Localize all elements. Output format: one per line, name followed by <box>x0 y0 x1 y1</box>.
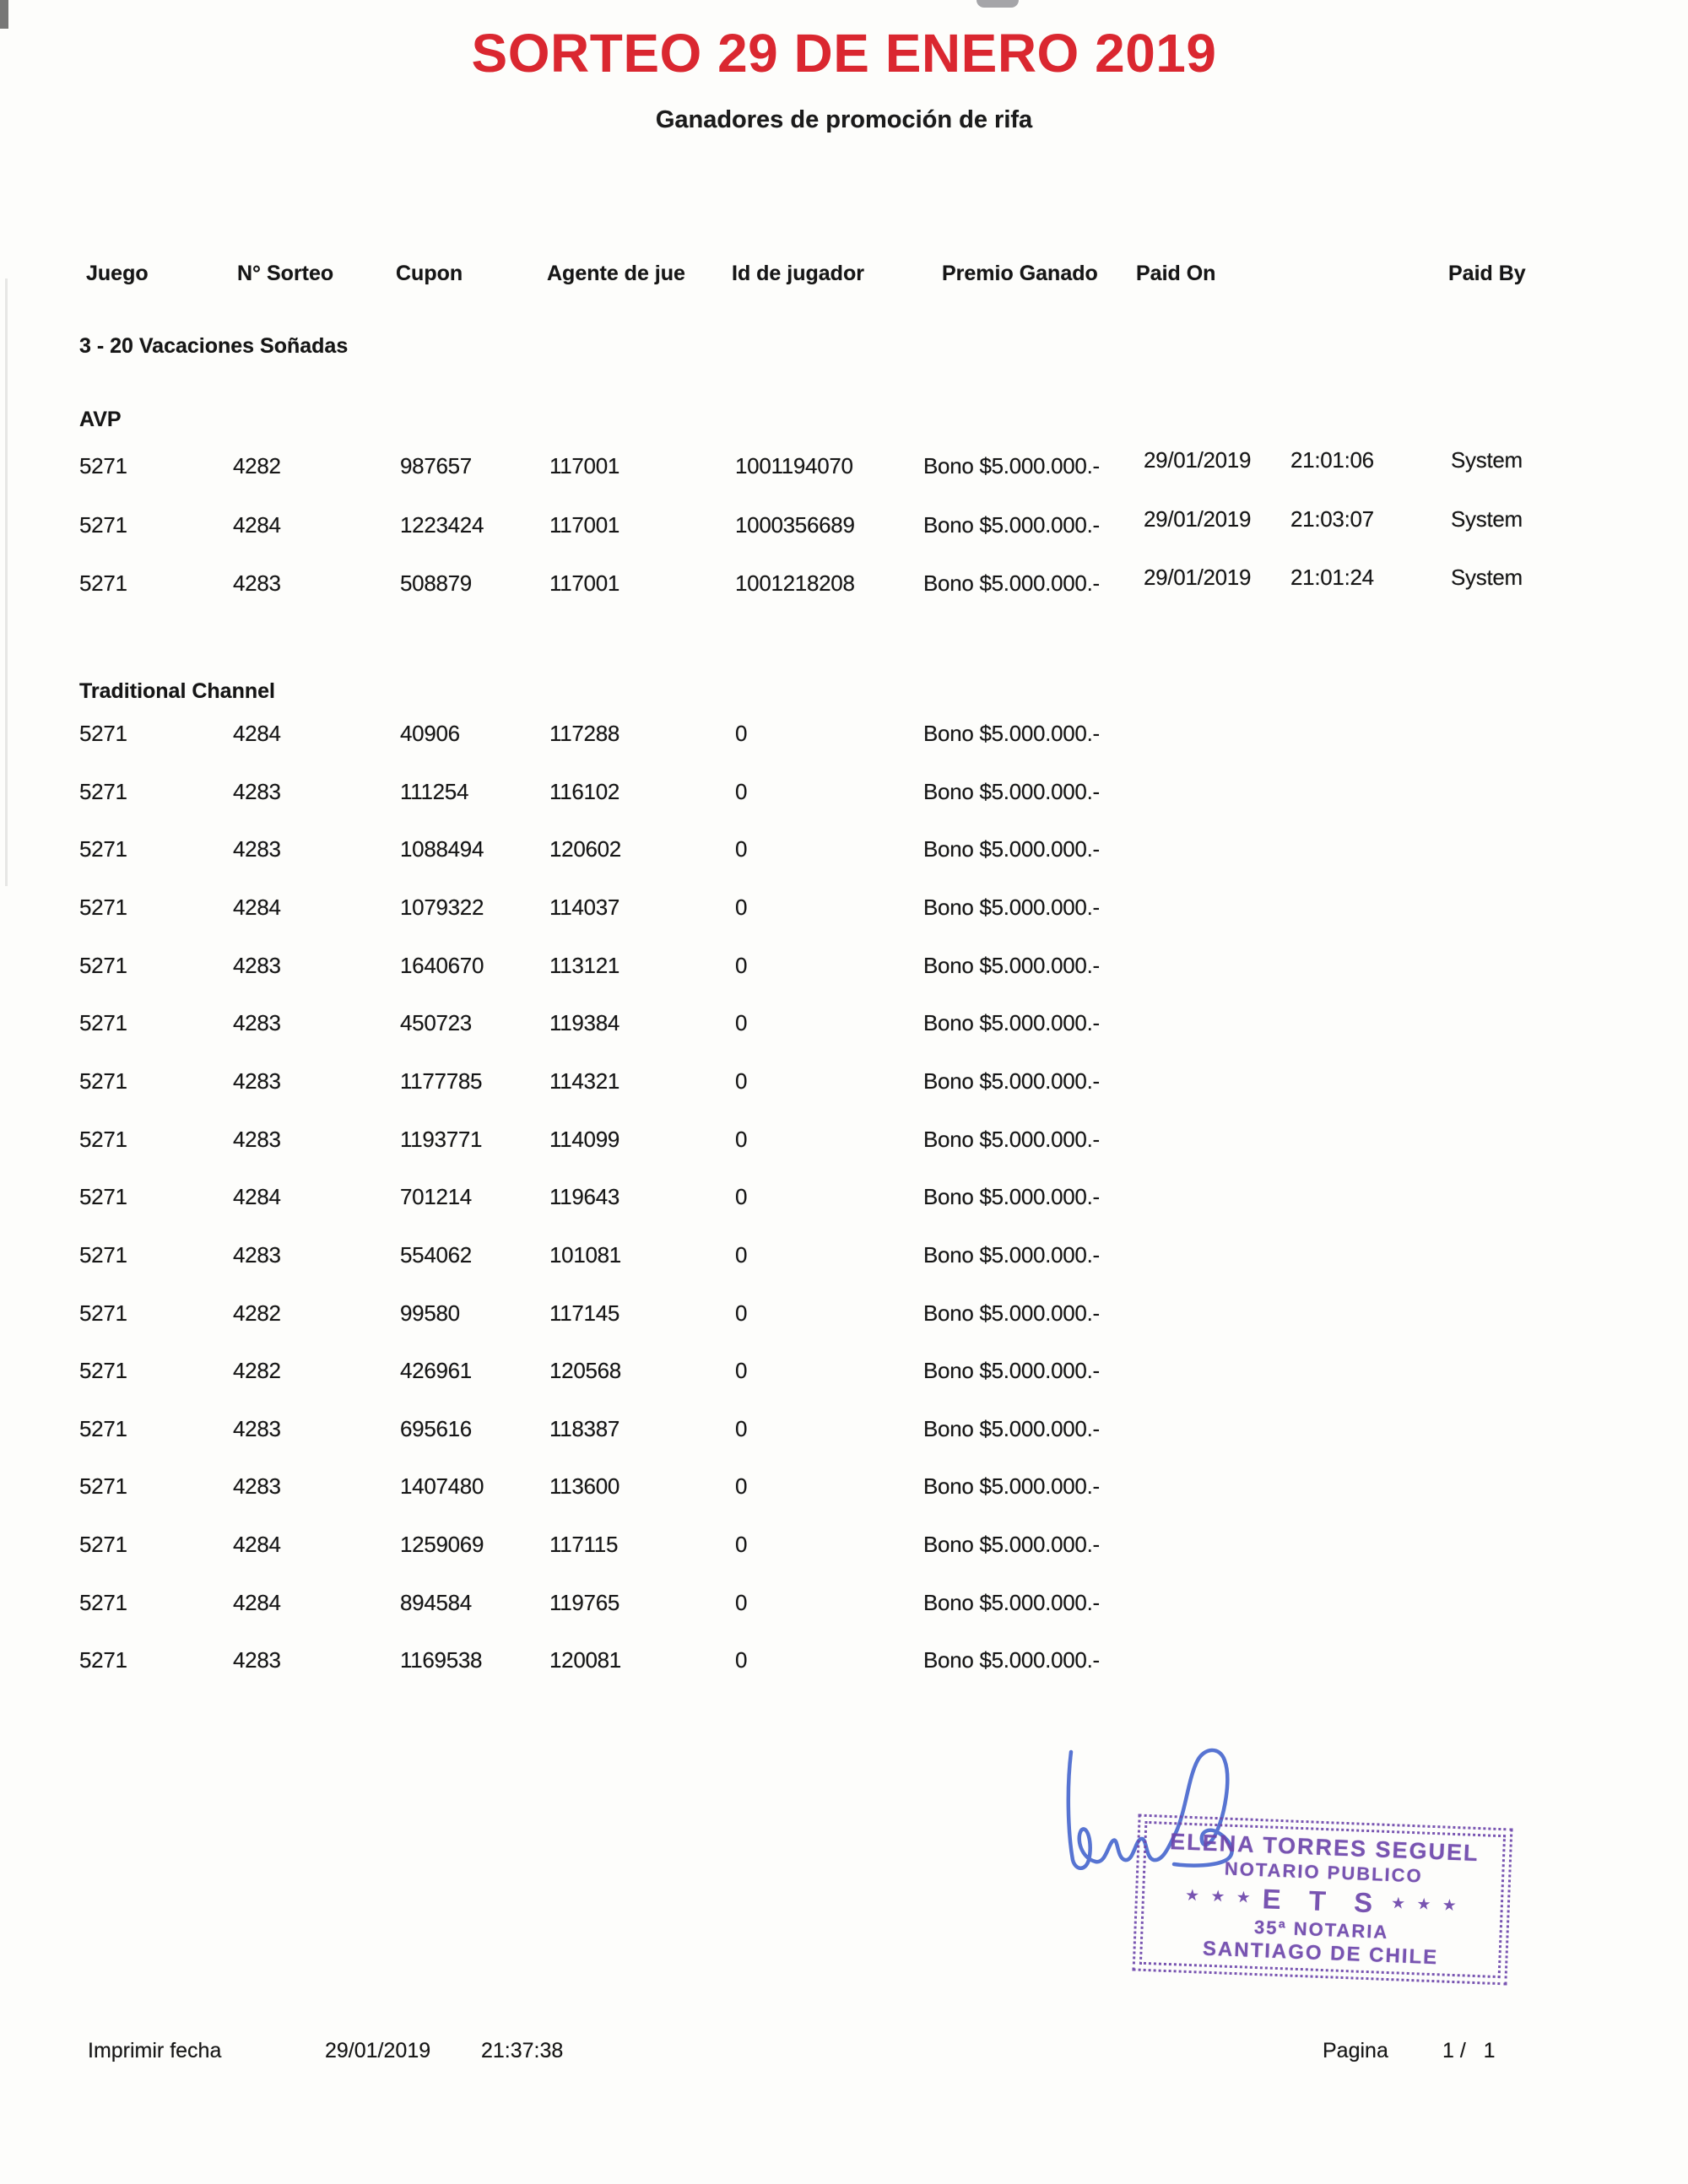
cell-jugador: 0 <box>735 1473 748 1500</box>
cell-juego: 5271 <box>79 1473 127 1500</box>
cell-cupon: 1193771 <box>400 1126 483 1152</box>
cell-sorteo: 4283 <box>233 1126 281 1152</box>
cell-premio: Bono $5.000.000.- <box>923 1241 1100 1268</box>
cell-jugador: 0 <box>735 1589 748 1615</box>
cell-cupon: 40906 <box>400 721 460 746</box>
cell-cupon: 695616 <box>400 1415 472 1441</box>
cell-cupon: 426961 <box>400 1358 472 1384</box>
cell-premio: Bono $5.000.000.- <box>923 894 1100 920</box>
cell-cupon: 99580 <box>400 1300 460 1326</box>
cell-premio: Bono $5.000.000.- <box>923 1184 1100 1210</box>
column-header: Id de jugador <box>732 262 864 285</box>
column-header: Agente de jue <box>547 262 685 285</box>
cell-jugador: 0 <box>735 1300 748 1326</box>
column-header: Paid By <box>1448 262 1526 285</box>
cell-paid_time: 21:01:06 <box>1290 447 1374 473</box>
stamp-notary-name: ELENA TORRES SEGUEL <box>1169 1828 1480 1866</box>
cell-premio: Bono $5.000.000.- <box>923 836 1100 862</box>
cell-sorteo: 4282 <box>233 1358 281 1384</box>
cell-agente: 119384 <box>549 1010 620 1036</box>
cell-juego: 5271 <box>79 1068 127 1094</box>
cell-agente: 117288 <box>549 721 620 746</box>
cell-sorteo: 4284 <box>233 894 281 920</box>
cell-paid_date: 29/01/2019 <box>1144 505 1252 532</box>
cell-juego: 5271 <box>79 1126 127 1152</box>
cell-sorteo: 4284 <box>233 1184 281 1210</box>
stamp-notaria-number: 35ª NOTARIA <box>1253 1916 1389 1943</box>
page-title: SORTEO 29 DE ENERO 2019 <box>471 23 1217 84</box>
group-title: 3 - 20 Vacaciones Soñadas <box>79 334 349 358</box>
notary-stamp <box>1133 1814 1513 1986</box>
cell-cupon: 701214 <box>400 1184 472 1210</box>
cell-agente: 117001 <box>549 511 620 538</box>
cell-premio: Bono $5.000.000.- <box>923 1358 1100 1384</box>
cell-agente: 113121 <box>549 952 620 978</box>
cell-premio: Bono $5.000.000.- <box>923 721 1100 746</box>
cell-jugador: 0 <box>735 778 748 804</box>
cell-agente: 117001 <box>549 570 620 596</box>
cell-cupon: 1088494 <box>400 836 484 862</box>
cell-jugador: 0 <box>735 1010 748 1036</box>
cell-agente: 120081 <box>549 1647 621 1673</box>
cell-premio: Bono $5.000.000.- <box>923 1126 1100 1152</box>
page-subtitle: Ganadores de promoción de rifa <box>655 106 1033 133</box>
cell-juego: 5271 <box>79 721 127 746</box>
cell-cupon: 1169538 <box>400 1647 483 1673</box>
cell-paid_by: System <box>1451 505 1523 532</box>
cell-premio: Bono $5.000.000.- <box>923 1415 1100 1441</box>
cell-premio: Bono $5.000.000.- <box>923 570 1100 596</box>
section-label: AVP <box>79 408 122 431</box>
cell-sorteo: 4284 <box>233 1589 281 1615</box>
column-header: Cupon <box>396 262 463 285</box>
scan-artifact-streak-icon <box>5 278 8 886</box>
cell-premio: Bono $5.000.000.- <box>923 1300 1100 1326</box>
column-header: N° Sorteo <box>237 262 334 285</box>
cell-premio: Bono $5.000.000.- <box>923 1473 1100 1500</box>
cell-premio: Bono $5.000.000.- <box>923 453 1100 478</box>
cell-jugador: 0 <box>735 952 748 978</box>
cell-sorteo: 4283 <box>233 1068 281 1094</box>
cell-jugador: 0 <box>735 1415 748 1441</box>
cell-paid_time: 21:03:07 <box>1290 505 1374 532</box>
cell-juego: 5271 <box>79 511 127 538</box>
cell-agente: 119643 <box>549 1184 620 1210</box>
cell-jugador: 0 <box>735 721 748 746</box>
cell-cupon: 894584 <box>400 1589 472 1615</box>
cell-juego: 5271 <box>79 952 127 978</box>
cell-agente: 114321 <box>549 1068 620 1094</box>
cell-juego: 5271 <box>79 1589 127 1615</box>
cell-sorteo: 4283 <box>233 778 281 804</box>
stamp-initials: E T S <box>1262 1882 1383 1919</box>
cell-agente: 117145 <box>549 1300 620 1326</box>
cell-cupon: 508879 <box>400 570 472 596</box>
cell-juego: 5271 <box>79 570 127 596</box>
cell-agente: 119765 <box>549 1589 620 1615</box>
cell-agente: 101081 <box>549 1241 621 1268</box>
print-date-label: Imprimir fecha <box>88 2039 222 2062</box>
cell-premio: Bono $5.000.000.- <box>923 1532 1100 1558</box>
stamp-outer-border <box>1133 1814 1513 1986</box>
cell-jugador: 0 <box>735 1068 748 1094</box>
cell-sorteo: 4284 <box>233 511 281 538</box>
cell-juego: 5271 <box>79 1300 127 1326</box>
cell-cupon: 1640670 <box>400 952 484 978</box>
cell-juego: 5271 <box>79 453 127 478</box>
cell-sorteo: 4283 <box>233 1010 281 1036</box>
cell-cupon: 1079322 <box>400 894 484 920</box>
cell-sorteo: 4282 <box>233 453 281 478</box>
cell-cupon: 1223424 <box>400 511 484 538</box>
cell-jugador: 0 <box>735 1184 748 1210</box>
print-time-value: 21:37:38 <box>481 2039 564 2062</box>
cell-juego: 5271 <box>79 1184 127 1210</box>
cell-juego: 5271 <box>79 894 127 920</box>
cell-sorteo: 4282 <box>233 1300 281 1326</box>
cell-jugador: 0 <box>735 1532 748 1558</box>
column-header: Juego <box>86 262 149 285</box>
cell-jugador: 0 <box>735 894 748 920</box>
stamp-inner-border <box>1139 1821 1506 1978</box>
cell-agente: 113600 <box>549 1473 620 1500</box>
cell-sorteo: 4283 <box>233 952 281 978</box>
scan-artifact-corner-icon <box>0 0 8 29</box>
cell-premio: Bono $5.000.000.- <box>923 1589 1100 1615</box>
cell-premio: Bono $5.000.000.- <box>923 952 1100 978</box>
cell-jugador: 0 <box>735 836 748 862</box>
cell-agente: 117001 <box>549 453 620 478</box>
cell-agente: 117115 <box>549 1532 619 1558</box>
cell-juego: 5271 <box>79 778 127 804</box>
stamp-city: SANTIAGO DE CHILE <box>1202 1937 1439 1969</box>
cell-paid_by: System <box>1451 447 1523 473</box>
cell-paid_date: 29/01/2019 <box>1144 447 1252 473</box>
cell-cupon: 111254 <box>400 778 469 804</box>
cell-sorteo: 4283 <box>233 570 281 596</box>
cell-cupon: 1407480 <box>400 1473 484 1500</box>
cell-sorteo: 4284 <box>233 1532 281 1558</box>
cell-juego: 5271 <box>79 1647 127 1673</box>
cell-agente: 120602 <box>549 836 621 862</box>
column-header: Paid On <box>1136 262 1216 285</box>
cell-agente: 120568 <box>549 1358 621 1384</box>
stamp-stars-left-icon: ★ ★ ★ <box>1184 1886 1255 1907</box>
cell-premio: Bono $5.000.000.- <box>923 1010 1100 1036</box>
cell-sorteo: 4283 <box>233 1473 281 1500</box>
cell-cupon: 554062 <box>400 1241 472 1268</box>
section-label: Traditional Channel <box>79 679 275 703</box>
cell-paid_time: 21:01:24 <box>1290 565 1374 590</box>
cell-juego: 5271 <box>79 1241 127 1268</box>
page-number-value: 1 / 1 <box>1442 2039 1496 2062</box>
cell-juego: 5271 <box>79 1010 127 1036</box>
cell-juego: 5271 <box>79 1415 127 1441</box>
cell-sorteo: 4283 <box>233 1647 281 1673</box>
cell-cupon: 1177785 <box>400 1068 483 1094</box>
cell-cupon: 450723 <box>400 1010 472 1036</box>
cell-jugador: 0 <box>735 1647 748 1673</box>
cell-sorteo: 4283 <box>233 1241 281 1268</box>
cell-jugador: 1001194070 <box>735 453 853 478</box>
cell-agente: 114037 <box>549 894 620 920</box>
stamp-stars-right-icon: ★ ★ ★ <box>1390 1895 1461 1916</box>
stamp-notary-role: NOTARIO PUBLICO <box>1224 1857 1424 1887</box>
cell-premio: Bono $5.000.000.- <box>923 1068 1100 1094</box>
cell-agente: 116102 <box>549 778 620 804</box>
cell-paid_by: System <box>1451 565 1523 590</box>
column-header: Premio Ganado <box>942 262 1098 285</box>
cell-juego: 5271 <box>79 1532 127 1558</box>
cell-premio: Bono $5.000.000.- <box>923 778 1100 804</box>
cell-cupon: 987657 <box>400 453 472 478</box>
cell-agente: 118387 <box>549 1415 620 1441</box>
page-number-label: Pagina <box>1323 2039 1388 2062</box>
cell-jugador: 1000356689 <box>735 511 855 538</box>
cell-paid_date: 29/01/2019 <box>1144 565 1252 590</box>
cell-agente: 114099 <box>549 1126 620 1152</box>
scan-artifact-top-icon <box>977 0 1019 8</box>
cell-sorteo: 4283 <box>233 836 281 862</box>
cell-jugador: 0 <box>735 1241 748 1268</box>
cell-cupon: 1259069 <box>400 1532 484 1558</box>
cell-premio: Bono $5.000.000.- <box>923 511 1100 538</box>
cell-juego: 5271 <box>79 1358 127 1384</box>
cell-sorteo: 4284 <box>233 721 281 746</box>
cell-jugador: 0 <box>735 1358 748 1384</box>
cell-juego: 5271 <box>79 836 127 862</box>
cell-premio: Bono $5.000.000.- <box>923 1647 1100 1673</box>
print-date-value: 29/01/2019 <box>325 2039 431 2062</box>
cell-jugador: 1001218208 <box>735 570 855 596</box>
cell-sorteo: 4283 <box>233 1415 281 1441</box>
cell-jugador: 0 <box>735 1126 748 1152</box>
